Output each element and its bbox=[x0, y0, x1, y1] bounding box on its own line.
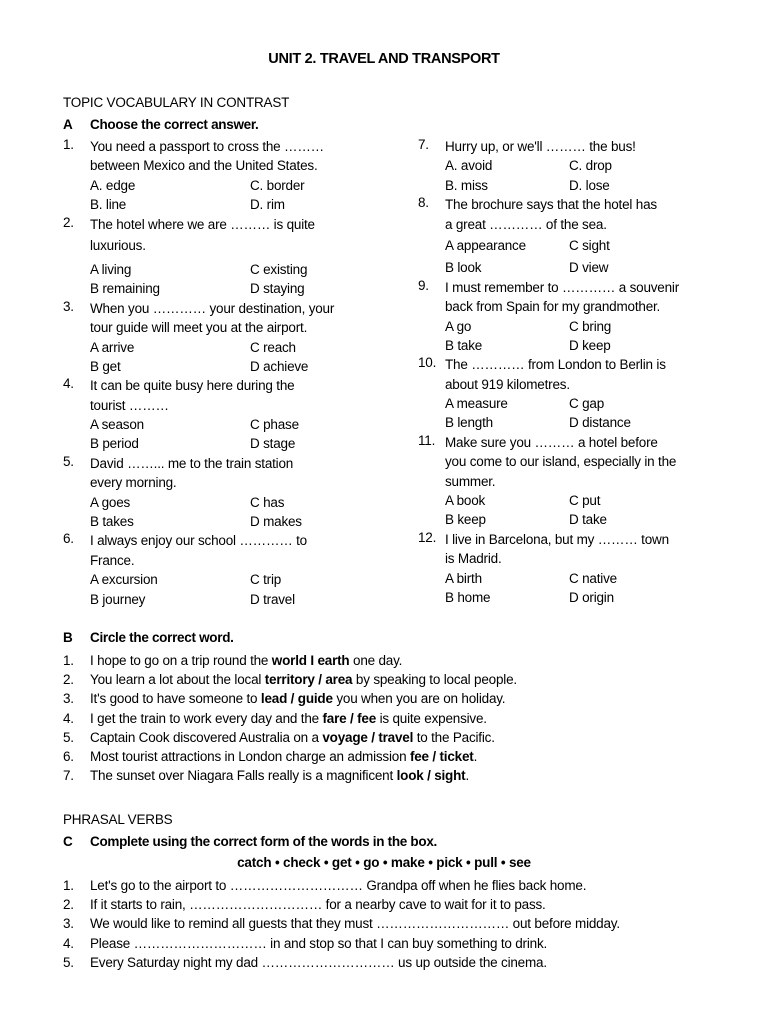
list-item bbox=[63, 689, 703, 708]
question-text: about 919 kilometres. bbox=[445, 376, 570, 392]
item-text: Please ………………………… in and stop so that I can buy something to drink. bbox=[90, 935, 548, 951]
question-text: luxurious. bbox=[90, 237, 146, 253]
question-12 bbox=[418, 530, 718, 608]
word-choice: fare / fee bbox=[322, 710, 377, 726]
option-b: B take bbox=[445, 337, 483, 353]
question-10 bbox=[418, 355, 718, 433]
question-text: between Mexico and the United States. bbox=[90, 158, 318, 174]
option-b: B get bbox=[90, 358, 121, 374]
options-row bbox=[418, 588, 718, 607]
part-c-letter: C bbox=[63, 834, 73, 849]
question-4 bbox=[63, 376, 363, 454]
question-text: The ………… from London to Berlin is bbox=[445, 357, 666, 373]
item-number: 2. bbox=[63, 897, 74, 913]
question-text: You need a passport to cross the ……… bbox=[90, 139, 324, 154]
item-text: . bbox=[465, 768, 470, 784]
item-number: 6. bbox=[63, 748, 74, 764]
question-2 bbox=[63, 215, 363, 299]
question-text: Hurry up, or we'll ……… the bus! bbox=[445, 139, 636, 154]
question-text: tourist ……… bbox=[90, 397, 169, 413]
options-row bbox=[63, 570, 363, 589]
option-c: C reach bbox=[250, 339, 296, 355]
item-number: 4. bbox=[63, 710, 74, 726]
option-a: A season bbox=[90, 417, 144, 433]
option-b: B. line bbox=[90, 197, 127, 213]
item-number: 4. bbox=[63, 935, 74, 951]
question-text: It can be quite busy here during the bbox=[90, 378, 295, 394]
options-row bbox=[63, 434, 363, 453]
question-number: 3. bbox=[63, 298, 74, 314]
item-text: by speaking to local people. bbox=[352, 672, 517, 688]
question-number: 5. bbox=[63, 453, 74, 469]
question-text: back from Spain for my grandmother. bbox=[445, 299, 661, 315]
part-a-letter: A bbox=[63, 117, 73, 132]
question-text: summer. bbox=[445, 473, 496, 489]
option-d: D. rim bbox=[250, 197, 285, 213]
item-text: . bbox=[473, 748, 478, 764]
option-a: A birth bbox=[445, 570, 482, 586]
option-b: B. miss bbox=[445, 177, 488, 193]
question-number: 7. bbox=[418, 137, 429, 152]
option-c: C native bbox=[569, 570, 617, 586]
word-choice: world I earth bbox=[271, 653, 350, 668]
option-d: D origin bbox=[569, 589, 614, 605]
question-text: every morning. bbox=[90, 475, 177, 491]
option-a: A. edge bbox=[90, 177, 136, 193]
questions-left-column bbox=[63, 137, 363, 609]
item-text: Captain Cook discovered Australia on a bbox=[90, 729, 323, 745]
option-a: A excursion bbox=[90, 572, 158, 588]
option-c: C phase bbox=[250, 417, 299, 433]
option-b: B journey bbox=[90, 591, 146, 607]
question-number: 12. bbox=[418, 529, 437, 545]
part-c-list bbox=[63, 876, 703, 972]
question-text: I must remember to ………… a souvenir bbox=[445, 279, 680, 295]
item-number: 5. bbox=[63, 729, 74, 745]
option-b: B takes bbox=[90, 514, 134, 530]
options-row bbox=[63, 176, 363, 195]
list-item bbox=[63, 728, 703, 747]
option-d: D distance bbox=[569, 415, 631, 431]
part-a-heading bbox=[63, 117, 259, 132]
page-title: UNIT 2. TRAVEL AND TRANSPORT bbox=[268, 51, 500, 67]
question-text: I always enjoy our school ………… to bbox=[90, 533, 307, 549]
word-choice: territory / area bbox=[264, 672, 353, 688]
option-a: A book bbox=[445, 493, 486, 509]
question-text: France. bbox=[90, 552, 135, 568]
item-number: 3. bbox=[63, 916, 74, 932]
question-text: a great ………… of the sea. bbox=[445, 216, 607, 232]
item-text: It's good to have someone to bbox=[90, 691, 261, 707]
option-b: B period bbox=[90, 436, 139, 452]
section-heading-vocabulary: TOPIC VOCABULARY IN CONTRAST bbox=[63, 95, 290, 110]
options-row bbox=[418, 336, 718, 355]
option-c: C trip bbox=[250, 572, 282, 588]
list-item bbox=[63, 953, 703, 972]
list-item bbox=[63, 766, 703, 785]
options-row bbox=[418, 413, 718, 432]
option-a: A measure bbox=[445, 396, 508, 412]
option-b: B home bbox=[445, 589, 491, 605]
option-a: A go bbox=[445, 318, 472, 334]
question-1 bbox=[63, 137, 363, 215]
list-item bbox=[63, 895, 703, 914]
question-text: Make sure you ……… a hotel before bbox=[445, 434, 658, 450]
option-d: D take bbox=[569, 512, 607, 528]
item-text: I get the train to work every day and the bbox=[90, 710, 323, 726]
option-b: B remaining bbox=[90, 281, 160, 297]
question-8 bbox=[418, 195, 718, 278]
list-item bbox=[63, 747, 703, 766]
word-choice: voyage / travel bbox=[322, 729, 414, 745]
options-row bbox=[418, 317, 718, 336]
option-d: D achieve bbox=[250, 358, 309, 374]
options-row bbox=[63, 338, 363, 357]
options-row bbox=[63, 493, 363, 512]
question-text: I live in Barcelona, but my ……… town bbox=[445, 531, 669, 547]
option-d: D staying bbox=[250, 281, 305, 297]
item-text: Every Saturday night my dad ………………………… us up outside the cinema. bbox=[90, 954, 547, 970]
option-a: A appearance bbox=[445, 237, 526, 253]
list-item bbox=[63, 670, 703, 689]
options-row bbox=[418, 236, 718, 255]
questions-right-column bbox=[418, 137, 718, 607]
question-number: 11. bbox=[418, 432, 436, 448]
word-choice: look / sight bbox=[396, 768, 466, 784]
option-d: D makes bbox=[250, 514, 302, 530]
item-number: 1. bbox=[63, 653, 74, 668]
question-number: 9. bbox=[418, 277, 429, 293]
question-text: When you ………… your destination, your bbox=[90, 300, 335, 316]
item-number: 3. bbox=[63, 691, 74, 707]
item-text: is quite expensive. bbox=[376, 710, 487, 726]
option-b: B keep bbox=[445, 512, 486, 528]
options-row bbox=[63, 195, 363, 214]
option-c: C. drop bbox=[569, 158, 612, 174]
options-row bbox=[63, 279, 363, 298]
option-b: B length bbox=[445, 415, 493, 431]
option-b: B look bbox=[445, 260, 482, 276]
option-a: A arrive bbox=[90, 339, 135, 355]
item-number: 1. bbox=[63, 878, 74, 893]
options-row bbox=[418, 258, 718, 277]
part-a-instruction: Choose the correct answer. bbox=[90, 117, 259, 132]
item-text: The sunset over Niagara Falls really is a magnificent bbox=[90, 768, 397, 784]
item-text: to the Pacific. bbox=[413, 729, 495, 745]
option-a: A living bbox=[90, 261, 132, 277]
options-row bbox=[63, 357, 363, 376]
part-b-letter: B bbox=[63, 630, 73, 645]
item-text: Most tourist attractions in London charge an admission bbox=[90, 748, 410, 764]
question-3 bbox=[63, 299, 363, 377]
options-row bbox=[418, 510, 718, 529]
question-text: you come to our island, especially in the bbox=[445, 454, 677, 470]
question-7 bbox=[418, 137, 718, 195]
section-heading-phrasal-verbs: PHRASAL VERBS bbox=[63, 812, 173, 827]
question-number: 10. bbox=[418, 355, 437, 371]
option-a: A. avoid bbox=[445, 158, 493, 174]
question-text: David ……... me to the train station bbox=[90, 455, 294, 471]
option-c: C bring bbox=[569, 318, 612, 334]
item-text: Let's go to the airport to ………………………… Grandpa off when he flies back home. bbox=[90, 878, 587, 893]
word-choice: lead / guide bbox=[260, 691, 333, 707]
item-text: If it starts to rain, ………………………… for a nearby cave to wait for it to pass. bbox=[90, 897, 546, 913]
option-c: C sight bbox=[569, 237, 610, 253]
options-row bbox=[418, 491, 718, 510]
option-c: C. border bbox=[250, 177, 305, 193]
question-number: 8. bbox=[418, 195, 429, 211]
options-row bbox=[418, 394, 718, 413]
question-number: 1. bbox=[63, 137, 74, 152]
list-item bbox=[63, 914, 703, 933]
list-item bbox=[63, 709, 703, 728]
question-number: 6. bbox=[63, 531, 74, 547]
part-c-instruction: Complete using the correct form of the words in the box. bbox=[90, 834, 437, 849]
options-row bbox=[418, 156, 718, 175]
option-d: D view bbox=[569, 260, 609, 276]
question-6 bbox=[63, 531, 363, 609]
question-text: is Madrid. bbox=[445, 551, 502, 567]
item-text: you when you are on holiday. bbox=[332, 691, 506, 707]
option-c: C put bbox=[569, 493, 601, 509]
options-row bbox=[418, 569, 718, 588]
question-5 bbox=[63, 454, 363, 532]
question-text: tour guide will meet you at the airport. bbox=[90, 320, 308, 336]
item-text: We would like to remind all guests that they must ………………………… out before midday. bbox=[90, 916, 620, 932]
item-text: I hope to go on a trip round the bbox=[90, 653, 272, 668]
item-text: one day. bbox=[349, 653, 403, 668]
item-number: 5. bbox=[63, 954, 74, 970]
question-number: 2. bbox=[63, 214, 74, 230]
option-d: D travel bbox=[250, 591, 295, 607]
question-11 bbox=[418, 433, 718, 530]
list-item bbox=[63, 876, 703, 895]
option-d: D. lose bbox=[569, 177, 610, 193]
question-9 bbox=[418, 278, 718, 356]
item-number: 7. bbox=[63, 768, 74, 784]
options-row bbox=[63, 512, 363, 531]
options-row bbox=[418, 176, 718, 195]
option-c: C existing bbox=[250, 261, 308, 277]
part-c-heading bbox=[63, 834, 437, 849]
question-number: 4. bbox=[63, 376, 74, 392]
option-c: C has bbox=[250, 494, 285, 510]
options-row bbox=[63, 260, 363, 279]
part-b-heading bbox=[63, 630, 234, 645]
options-row bbox=[63, 415, 363, 434]
item-number: 2. bbox=[63, 672, 74, 688]
list-item bbox=[63, 651, 703, 670]
question-text: The hotel where we are ……… is quite bbox=[90, 216, 315, 232]
word-choice: fee / ticket bbox=[409, 748, 474, 764]
part-b-list bbox=[63, 651, 703, 785]
option-d: D keep bbox=[569, 337, 611, 353]
option-c: C gap bbox=[569, 396, 605, 412]
option-d: D stage bbox=[250, 436, 296, 452]
question-text: The brochure says that the hotel has bbox=[445, 197, 657, 213]
part-b-instruction: Circle the correct word. bbox=[90, 630, 234, 645]
word-box: catch • check • get • go • make • pick • pull • see bbox=[237, 855, 531, 870]
item-text: You learn a lot about the local bbox=[90, 672, 265, 688]
options-row bbox=[63, 590, 363, 609]
option-a: A goes bbox=[90, 494, 131, 510]
list-item bbox=[63, 934, 703, 953]
